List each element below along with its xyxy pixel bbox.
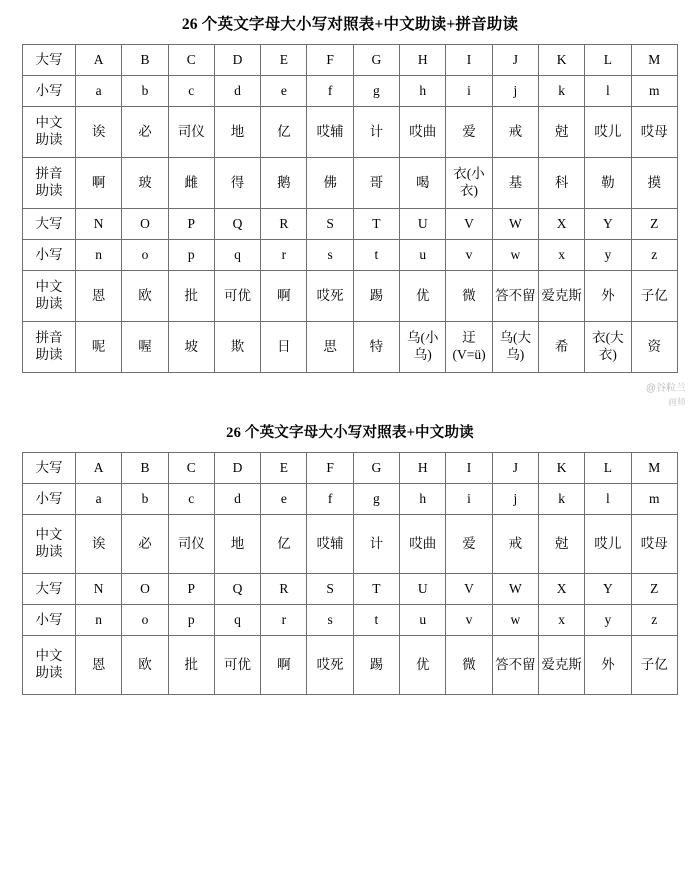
row-header-chinese-reading-2 bbox=[23, 636, 76, 695]
table-row bbox=[23, 605, 678, 636]
page-title-1: 26 个英文字母大小写对照表+中文助读+拼音助读 bbox=[181, 16, 519, 33]
cell-lower-g: g bbox=[353, 484, 399, 515]
cell-lower-y: y bbox=[585, 605, 631, 636]
cell-lower-a: a bbox=[76, 484, 122, 515]
table-row bbox=[23, 76, 678, 107]
cell-cn-s: 哎死 bbox=[307, 636, 353, 695]
page-title-2: 26 个英文字母大小写对照表+中文助读 bbox=[226, 425, 474, 441]
cell-upper-u: U bbox=[400, 209, 446, 240]
cell-upper-a: A bbox=[76, 45, 122, 76]
cell-upper-r: R bbox=[261, 209, 307, 240]
cell-lower-r: r bbox=[261, 240, 307, 271]
table-row bbox=[23, 322, 678, 373]
cell-lower-p: p bbox=[168, 240, 214, 271]
row-header-line1: 拼音 bbox=[35, 330, 63, 346]
cell-lower-m: m bbox=[631, 484, 677, 515]
cell-upper-e: E bbox=[261, 45, 307, 76]
cell-py-q: 欺 bbox=[214, 322, 260, 373]
row-header-line1: 中文 bbox=[35, 527, 63, 543]
cell-py-d: 得 bbox=[214, 158, 260, 209]
cell-py-l: 勒 bbox=[585, 158, 631, 209]
cell-py-g: 哥 bbox=[353, 158, 399, 209]
cell-cn-n: 恩 bbox=[76, 636, 122, 695]
table-row bbox=[23, 636, 678, 695]
cell-cn-i: 爱 bbox=[446, 107, 492, 158]
cell-cn-q: 可优 bbox=[214, 271, 260, 322]
cell-cn-d: 地 bbox=[214, 107, 260, 158]
cell-lower-f: f bbox=[307, 484, 353, 515]
cell-lower-i: i bbox=[446, 484, 492, 515]
cell-cn-g: 计 bbox=[353, 107, 399, 158]
cell-cn-s: 哎死 bbox=[307, 271, 353, 322]
cell-lower-v: v bbox=[446, 605, 492, 636]
cell-upper-p: P bbox=[168, 574, 214, 605]
cell-lower-o: o bbox=[122, 605, 168, 636]
cell-cn-q: 可优 bbox=[214, 636, 260, 695]
row-header-line1: 中文 bbox=[35, 115, 63, 131]
cell-lower-k: k bbox=[538, 76, 584, 107]
cell-py-u: 乌(小乌) bbox=[400, 322, 446, 373]
cell-upper-c: C bbox=[168, 45, 214, 76]
cell-upper-i: I bbox=[446, 45, 492, 76]
cell-lower-u: u bbox=[400, 240, 446, 271]
cell-py-r: 日 bbox=[261, 322, 307, 373]
table-row bbox=[23, 240, 678, 271]
cell-cn-a: 诶 bbox=[76, 107, 122, 158]
row-header-lowercase: 小写 bbox=[23, 76, 76, 107]
cell-upper-l: L bbox=[585, 453, 631, 484]
cell-py-f: 佛 bbox=[307, 158, 353, 209]
cell-cn-r: 啊 bbox=[261, 271, 307, 322]
row-header-line1: 拼音 bbox=[35, 166, 63, 182]
cell-upper-s: S bbox=[307, 209, 353, 240]
row-header-uppercase: 大写 bbox=[23, 453, 76, 484]
cell-cn-b: 必 bbox=[122, 107, 168, 158]
section-gap bbox=[0, 373, 700, 407]
cell-cn-z: 子亿 bbox=[631, 271, 677, 322]
row-header-lowercase: 小写 bbox=[23, 484, 76, 515]
cell-upper-n: N bbox=[76, 574, 122, 605]
cell-cn-y: 外 bbox=[585, 271, 631, 322]
cell-upper-h: H bbox=[400, 453, 446, 484]
cell-py-w: 乌(大乌) bbox=[492, 322, 538, 373]
watermark-line1: @谷粒兰 bbox=[645, 383, 686, 394]
cell-lower-p: p bbox=[168, 605, 214, 636]
cell-cn-g: 计 bbox=[353, 515, 399, 574]
cell-lower-f: f bbox=[307, 76, 353, 107]
cell-lower-q: q bbox=[214, 605, 260, 636]
cell-cn-j: 戒 bbox=[492, 107, 538, 158]
cell-upper-i: I bbox=[446, 453, 492, 484]
cell-lower-v: v bbox=[446, 240, 492, 271]
cell-lower-b: b bbox=[122, 76, 168, 107]
cell-upper-x: X bbox=[538, 209, 584, 240]
cell-upper-h: H bbox=[400, 45, 446, 76]
cell-cn-p: 批 bbox=[168, 271, 214, 322]
row-header-lowercase-2: 小写 bbox=[23, 240, 76, 271]
row-header-uppercase-2: 大写 bbox=[23, 574, 76, 605]
cell-cn-n: 恩 bbox=[76, 271, 122, 322]
cell-cn-f: 哎辅 bbox=[307, 107, 353, 158]
cell-lower-a: a bbox=[76, 76, 122, 107]
cell-upper-w: W bbox=[492, 574, 538, 605]
cell-lower-r: r bbox=[261, 605, 307, 636]
cell-lower-m: m bbox=[631, 76, 677, 107]
cell-cn-t: 踢 bbox=[353, 271, 399, 322]
row-header-pinyin-reading bbox=[23, 158, 76, 209]
cell-lower-g: g bbox=[353, 76, 399, 107]
cell-upper-r: R bbox=[261, 574, 307, 605]
cell-lower-e: e bbox=[261, 76, 307, 107]
cell-upper-f: F bbox=[307, 45, 353, 76]
watermark-line2: 画师 bbox=[667, 396, 686, 407]
cell-lower-s: s bbox=[307, 605, 353, 636]
cell-upper-s: S bbox=[307, 574, 353, 605]
cell-cn-l: 哎儿 bbox=[585, 107, 631, 158]
cell-cn-l: 哎儿 bbox=[585, 515, 631, 574]
row-header-line2: 助读 bbox=[35, 665, 63, 680]
cell-cn-p: 批 bbox=[168, 636, 214, 695]
cell-cn-m: 哎母 bbox=[631, 515, 677, 574]
cell-py-b: 玻 bbox=[122, 158, 168, 209]
cell-lower-z: z bbox=[631, 605, 677, 636]
cell-cn-v: 微 bbox=[446, 271, 492, 322]
cell-upper-c: C bbox=[168, 453, 214, 484]
cell-lower-i: i bbox=[446, 76, 492, 107]
cell-py-s: 思 bbox=[307, 322, 353, 373]
cell-upper-g: G bbox=[353, 45, 399, 76]
cell-py-h: 喝 bbox=[400, 158, 446, 209]
table-row bbox=[23, 158, 678, 209]
cell-upper-t: T bbox=[353, 209, 399, 240]
row-header-line2: 助读 bbox=[35, 296, 63, 311]
cell-cn-c: 司仪 bbox=[168, 107, 214, 158]
cell-upper-k: K bbox=[538, 45, 584, 76]
cell-cn-j: 戒 bbox=[492, 515, 538, 574]
row-header-pinyin-reading-2 bbox=[23, 322, 76, 373]
cell-upper-d: D bbox=[214, 453, 260, 484]
row-header-line2: 助读 bbox=[35, 132, 63, 147]
row-header-line1: 中文 bbox=[35, 648, 63, 664]
cell-lower-q: q bbox=[214, 240, 260, 271]
row-header-line2: 助读 bbox=[35, 183, 63, 198]
cell-py-j: 基 bbox=[492, 158, 538, 209]
table-row bbox=[23, 515, 678, 574]
cell-cn-u: 优 bbox=[400, 271, 446, 322]
cell-py-t: 特 bbox=[353, 322, 399, 373]
cell-py-i: 衣(小衣) bbox=[446, 158, 492, 209]
cell-upper-u: U bbox=[400, 574, 446, 605]
cell-cn-w: 答不留 bbox=[492, 271, 538, 322]
cell-lower-l: l bbox=[585, 76, 631, 107]
cell-cn-h: 哎曲 bbox=[400, 515, 446, 574]
cell-upper-m: M bbox=[631, 453, 677, 484]
cell-lower-x: x bbox=[538, 605, 584, 636]
cell-cn-i: 爱 bbox=[446, 515, 492, 574]
cell-py-a: 啊 bbox=[76, 158, 122, 209]
cell-upper-b: B bbox=[122, 453, 168, 484]
cell-lower-e: e bbox=[261, 484, 307, 515]
cell-lower-k: k bbox=[538, 484, 584, 515]
cell-upper-g: G bbox=[353, 453, 399, 484]
cell-cn-u: 优 bbox=[400, 636, 446, 695]
cell-cn-k: 尅 bbox=[538, 107, 584, 158]
table-row bbox=[23, 574, 678, 605]
table-block-2 bbox=[0, 407, 700, 695]
cell-cn-c: 司仪 bbox=[168, 515, 214, 574]
cell-cn-v: 微 bbox=[446, 636, 492, 695]
row-header-line2: 助读 bbox=[35, 347, 63, 362]
cell-upper-y: Y bbox=[585, 574, 631, 605]
letter-table-1 bbox=[22, 44, 678, 373]
letter-table-2 bbox=[22, 452, 678, 695]
row-header-uppercase-2: 大写 bbox=[23, 209, 76, 240]
cell-upper-p: P bbox=[168, 209, 214, 240]
cell-upper-w: W bbox=[492, 209, 538, 240]
row-header-lowercase-2: 小写 bbox=[23, 605, 76, 636]
cell-py-n: 呢 bbox=[76, 322, 122, 373]
cell-lower-w: w bbox=[492, 605, 538, 636]
cell-lower-t: t bbox=[353, 240, 399, 271]
row-header-chinese-reading bbox=[23, 107, 76, 158]
cell-cn-h: 哎曲 bbox=[400, 107, 446, 158]
cell-upper-b: B bbox=[122, 45, 168, 76]
cell-py-x: 希 bbox=[538, 322, 584, 373]
cell-upper-m: M bbox=[631, 45, 677, 76]
cell-upper-v: V bbox=[446, 574, 492, 605]
cell-lower-d: d bbox=[214, 76, 260, 107]
table-row bbox=[23, 107, 678, 158]
table-row bbox=[23, 209, 678, 240]
cell-upper-t: T bbox=[353, 574, 399, 605]
row-header-chinese-reading-2 bbox=[23, 271, 76, 322]
cell-upper-o: O bbox=[122, 209, 168, 240]
cell-lower-t: t bbox=[353, 605, 399, 636]
cell-lower-o: o bbox=[122, 240, 168, 271]
cell-cn-f: 哎辅 bbox=[307, 515, 353, 574]
cell-cn-k: 尅 bbox=[538, 515, 584, 574]
table-row bbox=[23, 45, 678, 76]
cell-lower-y: y bbox=[585, 240, 631, 271]
cell-lower-n: n bbox=[76, 605, 122, 636]
cell-lower-c: c bbox=[168, 484, 214, 515]
cell-cn-a: 诶 bbox=[76, 515, 122, 574]
cell-py-k: 科 bbox=[538, 158, 584, 209]
cell-cn-d: 地 bbox=[214, 515, 260, 574]
cell-cn-o: 欧 bbox=[122, 271, 168, 322]
cell-cn-t: 踢 bbox=[353, 636, 399, 695]
cell-upper-e: E bbox=[261, 453, 307, 484]
cell-cn-e: 亿 bbox=[261, 515, 307, 574]
cell-lower-n: n bbox=[76, 240, 122, 271]
cell-py-e: 鹅 bbox=[261, 158, 307, 209]
cell-upper-z: Z bbox=[631, 574, 677, 605]
table-block-1 bbox=[0, 0, 700, 373]
cell-cn-b: 必 bbox=[122, 515, 168, 574]
row-header-uppercase: 大写 bbox=[23, 45, 76, 76]
cell-lower-h: h bbox=[400, 484, 446, 515]
row-header-chinese-reading bbox=[23, 515, 76, 574]
cell-upper-a: A bbox=[76, 453, 122, 484]
cell-cn-r: 啊 bbox=[261, 636, 307, 695]
cell-cn-z: 子亿 bbox=[631, 636, 677, 695]
cell-upper-v: V bbox=[446, 209, 492, 240]
cell-upper-j: J bbox=[492, 453, 538, 484]
cell-upper-y: Y bbox=[585, 209, 631, 240]
table-row bbox=[23, 271, 678, 322]
cell-upper-j: J bbox=[492, 45, 538, 76]
row-header-line1: 中文 bbox=[35, 279, 63, 295]
cell-cn-x: 爱克斯 bbox=[538, 271, 584, 322]
cell-upper-n: N bbox=[76, 209, 122, 240]
cell-lower-c: c bbox=[168, 76, 214, 107]
cell-upper-q: Q bbox=[214, 209, 260, 240]
cell-lower-l: l bbox=[585, 484, 631, 515]
row-header-line2: 助读 bbox=[35, 544, 63, 559]
cell-cn-o: 欧 bbox=[122, 636, 168, 695]
cell-py-v: 迂(V=ü) bbox=[446, 322, 492, 373]
cell-cn-e: 亿 bbox=[261, 107, 307, 158]
cell-upper-q: Q bbox=[214, 574, 260, 605]
cell-cn-x: 爱克斯 bbox=[538, 636, 584, 695]
cell-upper-o: O bbox=[122, 574, 168, 605]
cell-lower-h: h bbox=[400, 76, 446, 107]
cell-upper-z: Z bbox=[631, 209, 677, 240]
cell-upper-f: F bbox=[307, 453, 353, 484]
cell-lower-j: j bbox=[492, 76, 538, 107]
cell-cn-y: 外 bbox=[585, 636, 631, 695]
cell-upper-k: K bbox=[538, 453, 584, 484]
table-row bbox=[23, 484, 678, 515]
cell-py-m: 摸 bbox=[631, 158, 677, 209]
cell-py-c: 雌 bbox=[168, 158, 214, 209]
cell-upper-x: X bbox=[538, 574, 584, 605]
cell-lower-d: d bbox=[214, 484, 260, 515]
cell-lower-b: b bbox=[122, 484, 168, 515]
cell-lower-s: s bbox=[307, 240, 353, 271]
cell-py-o: 喔 bbox=[122, 322, 168, 373]
cell-upper-l: L bbox=[585, 45, 631, 76]
cell-cn-m: 哎母 bbox=[631, 107, 677, 158]
cell-lower-u: u bbox=[400, 605, 446, 636]
cell-py-y: 衣(大衣) bbox=[585, 322, 631, 373]
cell-py-p: 坡 bbox=[168, 322, 214, 373]
cell-cn-w: 答不留 bbox=[492, 636, 538, 695]
cell-py-z: 资 bbox=[631, 322, 677, 373]
cell-lower-w: w bbox=[492, 240, 538, 271]
cell-lower-j: j bbox=[492, 484, 538, 515]
cell-upper-d: D bbox=[214, 45, 260, 76]
cell-lower-z: z bbox=[631, 240, 677, 271]
cell-lower-x: x bbox=[538, 240, 584, 271]
table-row bbox=[23, 453, 678, 484]
